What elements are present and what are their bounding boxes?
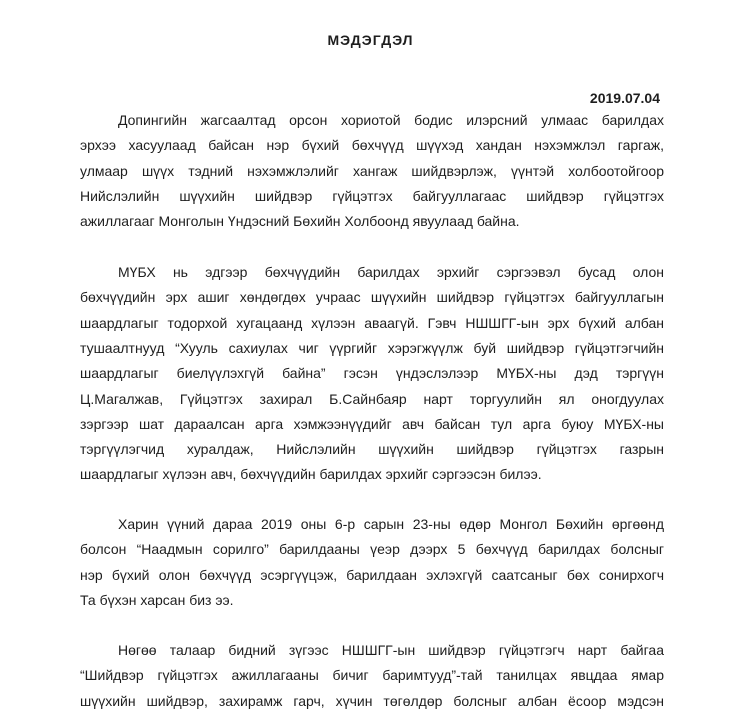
paragraph-line: Харин үүний дараа 2019 оны 6-р сарын 23-ны өдөр Монгол Бөхийн өргөөнд bbox=[118, 516, 664, 532]
paragraph-line: эрхээ хасуулаад байсан нэр бүхий бөхчүүд шүүхэд хандан нэхэмжлэл гаргаж, bbox=[80, 137, 664, 153]
paragraph-line: нэр бүхий олон бөхчүүд эсэргүүцэж, барилдаан эхлэхгүй саатсаныг бөх сонирхогч bbox=[80, 567, 664, 583]
paragraph-line: бөхчүүдийн эрх ашиг хөндөгдөх учраас шүүхийн шийдвэр гүйцэтгэх байгууллагын bbox=[80, 289, 664, 305]
paragraph-line: “Шийдвэр гүйцэтгэх ажиллагааны бичиг баримтууд”-тай танилцах явцдаа ямар bbox=[80, 667, 664, 683]
paragraph-line: Ц.Магалжав, Гүйцэтгэх захирал Б.Сайнбаяр нарт торгуулийн ял оногдуулах bbox=[80, 391, 664, 407]
paragraph-line: шаардлагыг тодорхой хугацаанд хүлээн аваагүй. Гэвч НШШГГ-ын эрх бүхий албан bbox=[80, 315, 664, 331]
paragraph-line: улмаар шүүх тэдний нэхэмжлэлийг хангаж шийдвэрлэж, үүнтэй холбоотойгоор bbox=[80, 163, 664, 179]
paragraph-line: шүүхийн шийдвэр, захирамж гарч, хүчин төгөлдөр болсныг албан ёсоор мэдсэн bbox=[80, 693, 664, 709]
paragraph-line: Та бүхэн харсан биз ээ. bbox=[80, 592, 234, 608]
paragraph-line: тушаалтнууд “Хууль сахиулах чиг үүргийг хэрэгжүүлж буй шийдвэр гүйцэтгэгчийн bbox=[80, 340, 664, 356]
paragraph-line: ажиллагааг Монголын Үндэсний Бөхийн Холбоонд явуулаад байна. bbox=[80, 213, 520, 229]
paragraph-line: шаардлагыг хүлээн авч, бөхчүүдийн барилдах эрхийг сэргээсэн билээ. bbox=[80, 466, 542, 482]
document-title: МЭДЭГДЭЛ bbox=[327, 32, 414, 48]
document-date: 2019.07.04 bbox=[589, 90, 660, 106]
paragraph-line: болсон “Наадмын сорилго” барилдааны үеэр дээрх 5 бөхчүүд барилдах болсныг bbox=[80, 541, 664, 557]
paragraph-line: Нөгөө талаар бидний зүгээс НШШГГ-ын шийдвэр гүйцэтгэгч нарт байгаа bbox=[118, 642, 664, 658]
paragraph-line: МҮБХ нь эдгээр бөхчүүдийн барилдах эрхийг сэргээвэл бусад олон bbox=[118, 264, 664, 280]
paragraph-line: Нийслэлийн шүүхийн шийдвэр гүйцэтгэх байгууллагаас шийдвэр гүйцэтгэх bbox=[80, 188, 664, 204]
paragraph-line: Допингийн жагсаалтад орсон хориотой бодис илэрсний улмаас барилдах bbox=[118, 112, 664, 128]
paragraph-line: шаардлагыг биелүүлэхгүй байна” гэсэн үндэслэлээр МҮБХ-ны дэд тэргүүн bbox=[80, 365, 664, 381]
paragraph-line: тэргүүлэгчид хуралдаж, Нийслэлийн шүүхийн шийдвэр гүйцэтгэх газрын bbox=[80, 441, 664, 457]
paragraph-line: зэргээр шат дараалсан арга хэмжээнүүдийг авч байсан тул арга буюу МҮБХ-ны bbox=[80, 416, 664, 432]
